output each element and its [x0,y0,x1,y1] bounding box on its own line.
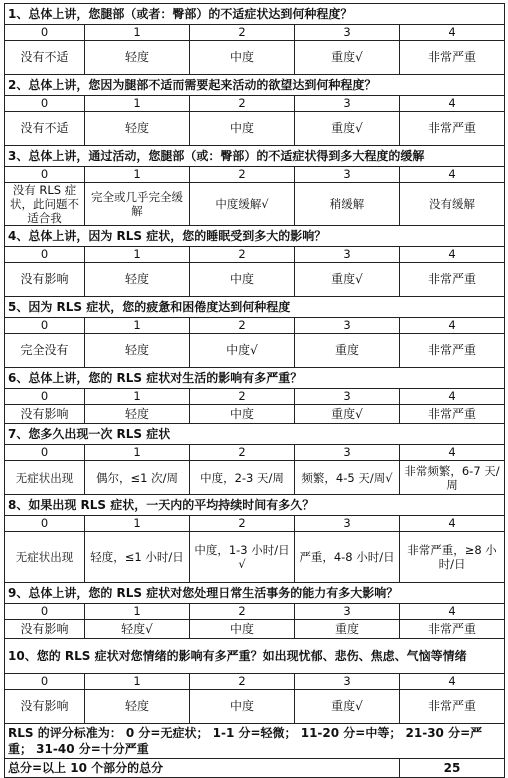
answer-option[interactable]: 轻度 [85,690,190,724]
score-value: 4 [400,604,505,620]
answer-option[interactable]: 非常频繁，6-7 天/周 [400,461,505,495]
answer-option[interactable]: 没有影响 [5,263,85,297]
question-text: 2、总体上讲，您因为腿部不适而需要起来活动的欲望达到何种程度？ [5,75,505,96]
answer-option[interactable]: 中度 [190,405,295,424]
score-value: 2 [190,96,295,112]
options-row [5,263,505,297]
score-value: 1 [85,674,190,690]
question-text: 3、总体上讲，通过活动，您腿部（或：臀部）的不适症状得到多大程度的缓解 [5,146,505,167]
score-row [5,389,505,405]
answer-option[interactable]: 中度，1-3 小时/日√ [190,532,295,583]
question-text: 8、如果出现 RLS 症状，一天内的平均持续时间有多久？ [5,495,505,516]
score-value: 3 [295,389,400,405]
score-value: 0 [5,389,85,405]
answer-option[interactable]: 中度 [190,41,295,75]
criteria-row [5,724,505,759]
answer-option[interactable]: 非常严重 [400,334,505,368]
answer-option[interactable]: 轻度 [85,405,190,424]
total-label: 总分=以上 10 个部分的总分 [5,759,400,778]
score-value: 3 [295,25,400,41]
score-row [5,167,505,183]
question-text: 6、总体上讲，您的 RLS 症状对生活的影响有多严重？ [5,368,505,389]
score-value: 2 [190,25,295,41]
score-value: 1 [85,25,190,41]
answer-option[interactable]: 无症状出现 [5,461,85,495]
options-row [5,41,505,75]
options-row [5,532,505,583]
question-row [5,424,505,445]
score-value: 3 [295,674,400,690]
answer-option[interactable]: 中度√ [190,334,295,368]
score-value: 4 [400,247,505,263]
score-value: 3 [295,318,400,334]
score-row [5,604,505,620]
answer-option[interactable]: 中度 [190,263,295,297]
score-value: 4 [400,445,505,461]
answer-option[interactable]: 非常严重 [400,112,505,146]
score-value: 2 [190,445,295,461]
score-row [5,318,505,334]
answer-option[interactable]: 没有影响 [5,620,85,639]
question-row [5,226,505,247]
score-value: 0 [5,445,85,461]
answer-option[interactable]: 重度 [295,620,400,639]
question-text: 4、总体上讲，因为 RLS 症状，您的睡眠受到多大的影响？ [5,226,505,247]
score-value: 3 [295,445,400,461]
question-text: 7、您多久出现一次 RLS 症状 [5,424,505,445]
score-value: 4 [400,318,505,334]
answer-option[interactable]: 重度√ [295,263,400,297]
answer-option[interactable]: 中度 [190,112,295,146]
score-value: 0 [5,96,85,112]
answer-option[interactable]: 严重，4-8 小时/日 [295,532,400,583]
rls-rating-table [4,3,505,778]
score-value: 4 [400,96,505,112]
answer-option[interactable]: 完全没有 [5,334,85,368]
answer-option[interactable]: 非常严重 [400,405,505,424]
score-value: 3 [295,247,400,263]
score-row [5,96,505,112]
score-value: 2 [190,604,295,620]
answer-option[interactable]: 重度√ [295,690,400,724]
question-row [5,4,505,25]
score-value: 0 [5,604,85,620]
question-text: 10、您的 RLS 症状对您情绪的影响有多严重？如出现忧郁、悲伤、焦虑、气恼等情绪 [5,639,505,674]
score-value: 1 [85,96,190,112]
answer-option[interactable]: 轻度√ [85,620,190,639]
question-row [5,297,505,318]
answer-option[interactable]: 重度√ [295,41,400,75]
answer-option[interactable]: 轻度 [85,41,190,75]
answer-option[interactable]: 没有影响 [5,405,85,424]
question-row [5,495,505,516]
score-row [5,516,505,532]
score-value: 3 [295,96,400,112]
options-row [5,690,505,724]
answer-option[interactable]: 完全或几乎完全缓解 [85,183,190,226]
score-value: 1 [85,445,190,461]
answer-option[interactable]: 重度 [295,334,400,368]
score-value: 0 [5,167,85,183]
score-value: 4 [400,674,505,690]
question-text: 5、因为 RLS 症状，您的疲惫和困倦度达到何种程度 [5,297,505,318]
score-value: 0 [5,674,85,690]
options-row [5,405,505,424]
score-value: 2 [190,389,295,405]
options-row [5,112,505,146]
score-value: 1 [85,247,190,263]
score-value: 4 [400,167,505,183]
answer-option[interactable]: 没有不适 [5,41,85,75]
answer-option[interactable]: 没有不适 [5,112,85,146]
answer-option[interactable]: 非常严重 [400,690,505,724]
score-value: 0 [5,516,85,532]
score-value: 1 [85,516,190,532]
score-value: 4 [400,25,505,41]
answer-option[interactable]: 非常严重 [400,620,505,639]
question-row [5,639,505,674]
answer-option[interactable]: 非常严重 [400,263,505,297]
score-value: 3 [295,516,400,532]
total-row [5,759,505,778]
score-row [5,674,505,690]
score-value: 2 [190,674,295,690]
answer-option[interactable]: 中度 [190,690,295,724]
score-value: 2 [190,167,295,183]
answer-option[interactable]: 轻度，≤1 小时/日 [85,532,190,583]
question-row [5,146,505,167]
answer-option[interactable]: 无症状出现 [5,532,85,583]
score-value: 0 [5,247,85,263]
options-row [5,620,505,639]
options-row [5,183,505,226]
answer-option[interactable]: 频繁，4-5 天/周√ [295,461,400,495]
answer-option[interactable]: 没有 RLS 症状，此问题不适合我 [5,183,85,226]
answer-option[interactable]: 重度√ [295,112,400,146]
score-row [5,445,505,461]
answer-option[interactable]: 中度缓解√ [190,183,295,226]
score-value: 2 [190,247,295,263]
scoring-criteria: RLS 的评分标准为： 0 分=无症状； 1-1 分=轻微； 11-20 分=中等； 21-30 分=严重； 31-40 分=十分严重 [5,724,505,759]
answer-option[interactable]: 非常严重，≥8 小时/日 [400,532,505,583]
score-row [5,25,505,41]
answer-option[interactable]: 偶尔，≤1 次/周 [85,461,190,495]
score-value: 3 [295,167,400,183]
answer-option[interactable]: 重度√ [295,405,400,424]
score-value: 4 [400,516,505,532]
question-text: 9、总体上讲，您的 RLS 症状对您处理日常生活事务的能力有多大影响？ [5,583,505,604]
score-value: 1 [85,389,190,405]
answer-option[interactable]: 稍缓解 [295,183,400,226]
table-body [5,4,505,778]
score-value: 1 [85,167,190,183]
score-row [5,247,505,263]
score-value: 1 [85,604,190,620]
score-value: 3 [295,604,400,620]
question-text: 1、总体上讲，您腿部（或者：臀部）的不适症状达到何种程度？ [5,4,505,25]
score-value: 0 [5,318,85,334]
total-score: 25 [400,759,505,778]
answer-option[interactable]: 没有缓解 [400,183,505,226]
rls-questionnaire [4,3,504,778]
score-value: 1 [85,318,190,334]
answer-option[interactable]: 没有影响 [5,690,85,724]
answer-option[interactable]: 轻度 [85,112,190,146]
question-row [5,368,505,389]
score-value: 0 [5,25,85,41]
answer-option[interactable]: 非常严重 [400,41,505,75]
question-row [5,583,505,604]
score-value: 2 [190,318,295,334]
answer-option[interactable]: 中度 [190,620,295,639]
question-row [5,75,505,96]
score-value: 4 [400,389,505,405]
answer-option[interactable]: 轻度 [85,334,190,368]
answer-option[interactable]: 中度，2-3 天/周 [190,461,295,495]
score-value: 2 [190,516,295,532]
answer-option[interactable]: 轻度 [85,263,190,297]
options-row [5,334,505,368]
options-row [5,461,505,495]
